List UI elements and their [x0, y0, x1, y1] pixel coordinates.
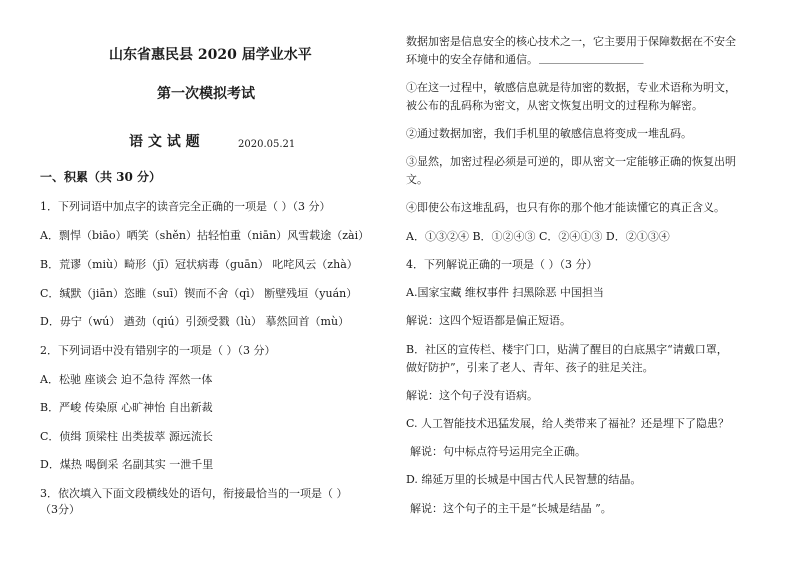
passage-line-2: 环境中的安全存储和通信。 [406, 53, 538, 66]
question-1-option-d: D．毋宁（wú） 遒劲（qiú）引颈受戮（lù） 摹然回首（mù） [40, 315, 350, 328]
sentence-3-line-2: 文。 [406, 173, 428, 186]
question-1-option-a: A．剽悍（biāo）哂笑（shěn）拈轻怕重（niān）风雪载途（zài） [40, 229, 370, 242]
question-2-option-a: A．松驰 座谈会 迫不急待 浑然一体 [40, 373, 213, 386]
question-1-option-c: C．缄默（jiān）恣睢（suī）锲而不舍（qì） 断壁残垣（yuán） [40, 287, 358, 300]
question-2: 2．下列词语中没有错别字的一项是（ ）（3 分） [40, 344, 276, 357]
sentence-2: ②通过数据加密，我们手机里的敏感信息将变成一堆乱码。 [406, 127, 692, 140]
question-4-option-c: C. 人工智能技术迅猛发展，给人类带来了福祉？还是埋下了隐患？ [406, 417, 730, 430]
exam-title-line2: 第一次模拟考试 [157, 86, 255, 102]
question-4-option-b-line-2: 做好防护”，引来了老人、青年、孩子的驻足关注。 [406, 361, 654, 374]
question-2-option-d: D．煤热 喝倒采 名副其实 一泄千里 [40, 458, 214, 471]
sentence-1-line-1: ①在这一过程中，敏感信息就是待加密的数据，专业术语称为明文， [406, 81, 736, 94]
exam-title-line1: 山东省惠民县 2020 届学业水平 [109, 47, 312, 63]
question-3-score: （3分） [40, 503, 80, 516]
passage-line-1: 数据加密是信息安全的核心技术之一，它主要用于保障数据在不安全 [406, 35, 736, 48]
question-4: 4．下列解说正确的一项是（ ）（3 分） [406, 258, 598, 271]
question-4-explanation-c: 解说：句中标点符号运用完全正确。 [410, 445, 586, 458]
sentence-4: ④即使公布这堆乱码，也只有你的那个他才能读懂它的真正含义。 [406, 201, 725, 214]
question-4-explanation-a: 解说：这四个短语都是偏正短语。 [406, 314, 571, 327]
fill-blank: ___________________ [539, 51, 644, 64]
question-4-option-b-line-1: B．社区的宣传栏、楼宇门口，贴满了醒目的白底黑字“请戴口罩， [406, 343, 728, 356]
question-4-option-a: A.国家宝藏 维权事件 扫黑除恶 中国担当 [406, 286, 604, 299]
subject-title: 语 文 试 题 [129, 134, 200, 150]
exam-date: 2020.05.21 [238, 139, 296, 150]
question-3: 3．依次填入下面文段横线处的语句，衔接最恰当的一项是（ ） [40, 487, 348, 500]
question-1-option-b: B．荒谬（miù）畸形（jī）冠状病毒（guān） 叱咤风云（zhà） [40, 258, 358, 271]
question-4-option-d: D. 绵延万里的长城是中国古代人民智慧的结晶。 [406, 473, 642, 486]
question-3-options: A．①③②④ B．①②④③ C．②④①③ D．②①③④ [406, 230, 670, 243]
question-4-explanation-b: 解说：这个句子没有语病。 [406, 389, 538, 402]
question-1: 1．下列词语中加点字的读音完全正确的一项是（ ）（3 分） [40, 200, 331, 213]
section-heading: 一、积累（共 30 分） [40, 170, 162, 184]
question-2-option-c: C．侦缉 顶梁柱 出类拔萃 源远流长 [40, 430, 213, 443]
question-4-explanation-d: 解说：这个句子的主干是“长城是结晶 ”。 [410, 502, 612, 515]
sentence-3-line-1: ③显然，加密过程必须是可逆的，即从密文一定能够正确的恢复出明 [406, 155, 736, 168]
question-2-option-b: B．严峻 传染原 心旷神怡 自出新裁 [40, 401, 213, 414]
sentence-1-line-2: 被公布的乱码称为密文，从密文恢复出明文的过程称为解密。 [406, 99, 703, 112]
